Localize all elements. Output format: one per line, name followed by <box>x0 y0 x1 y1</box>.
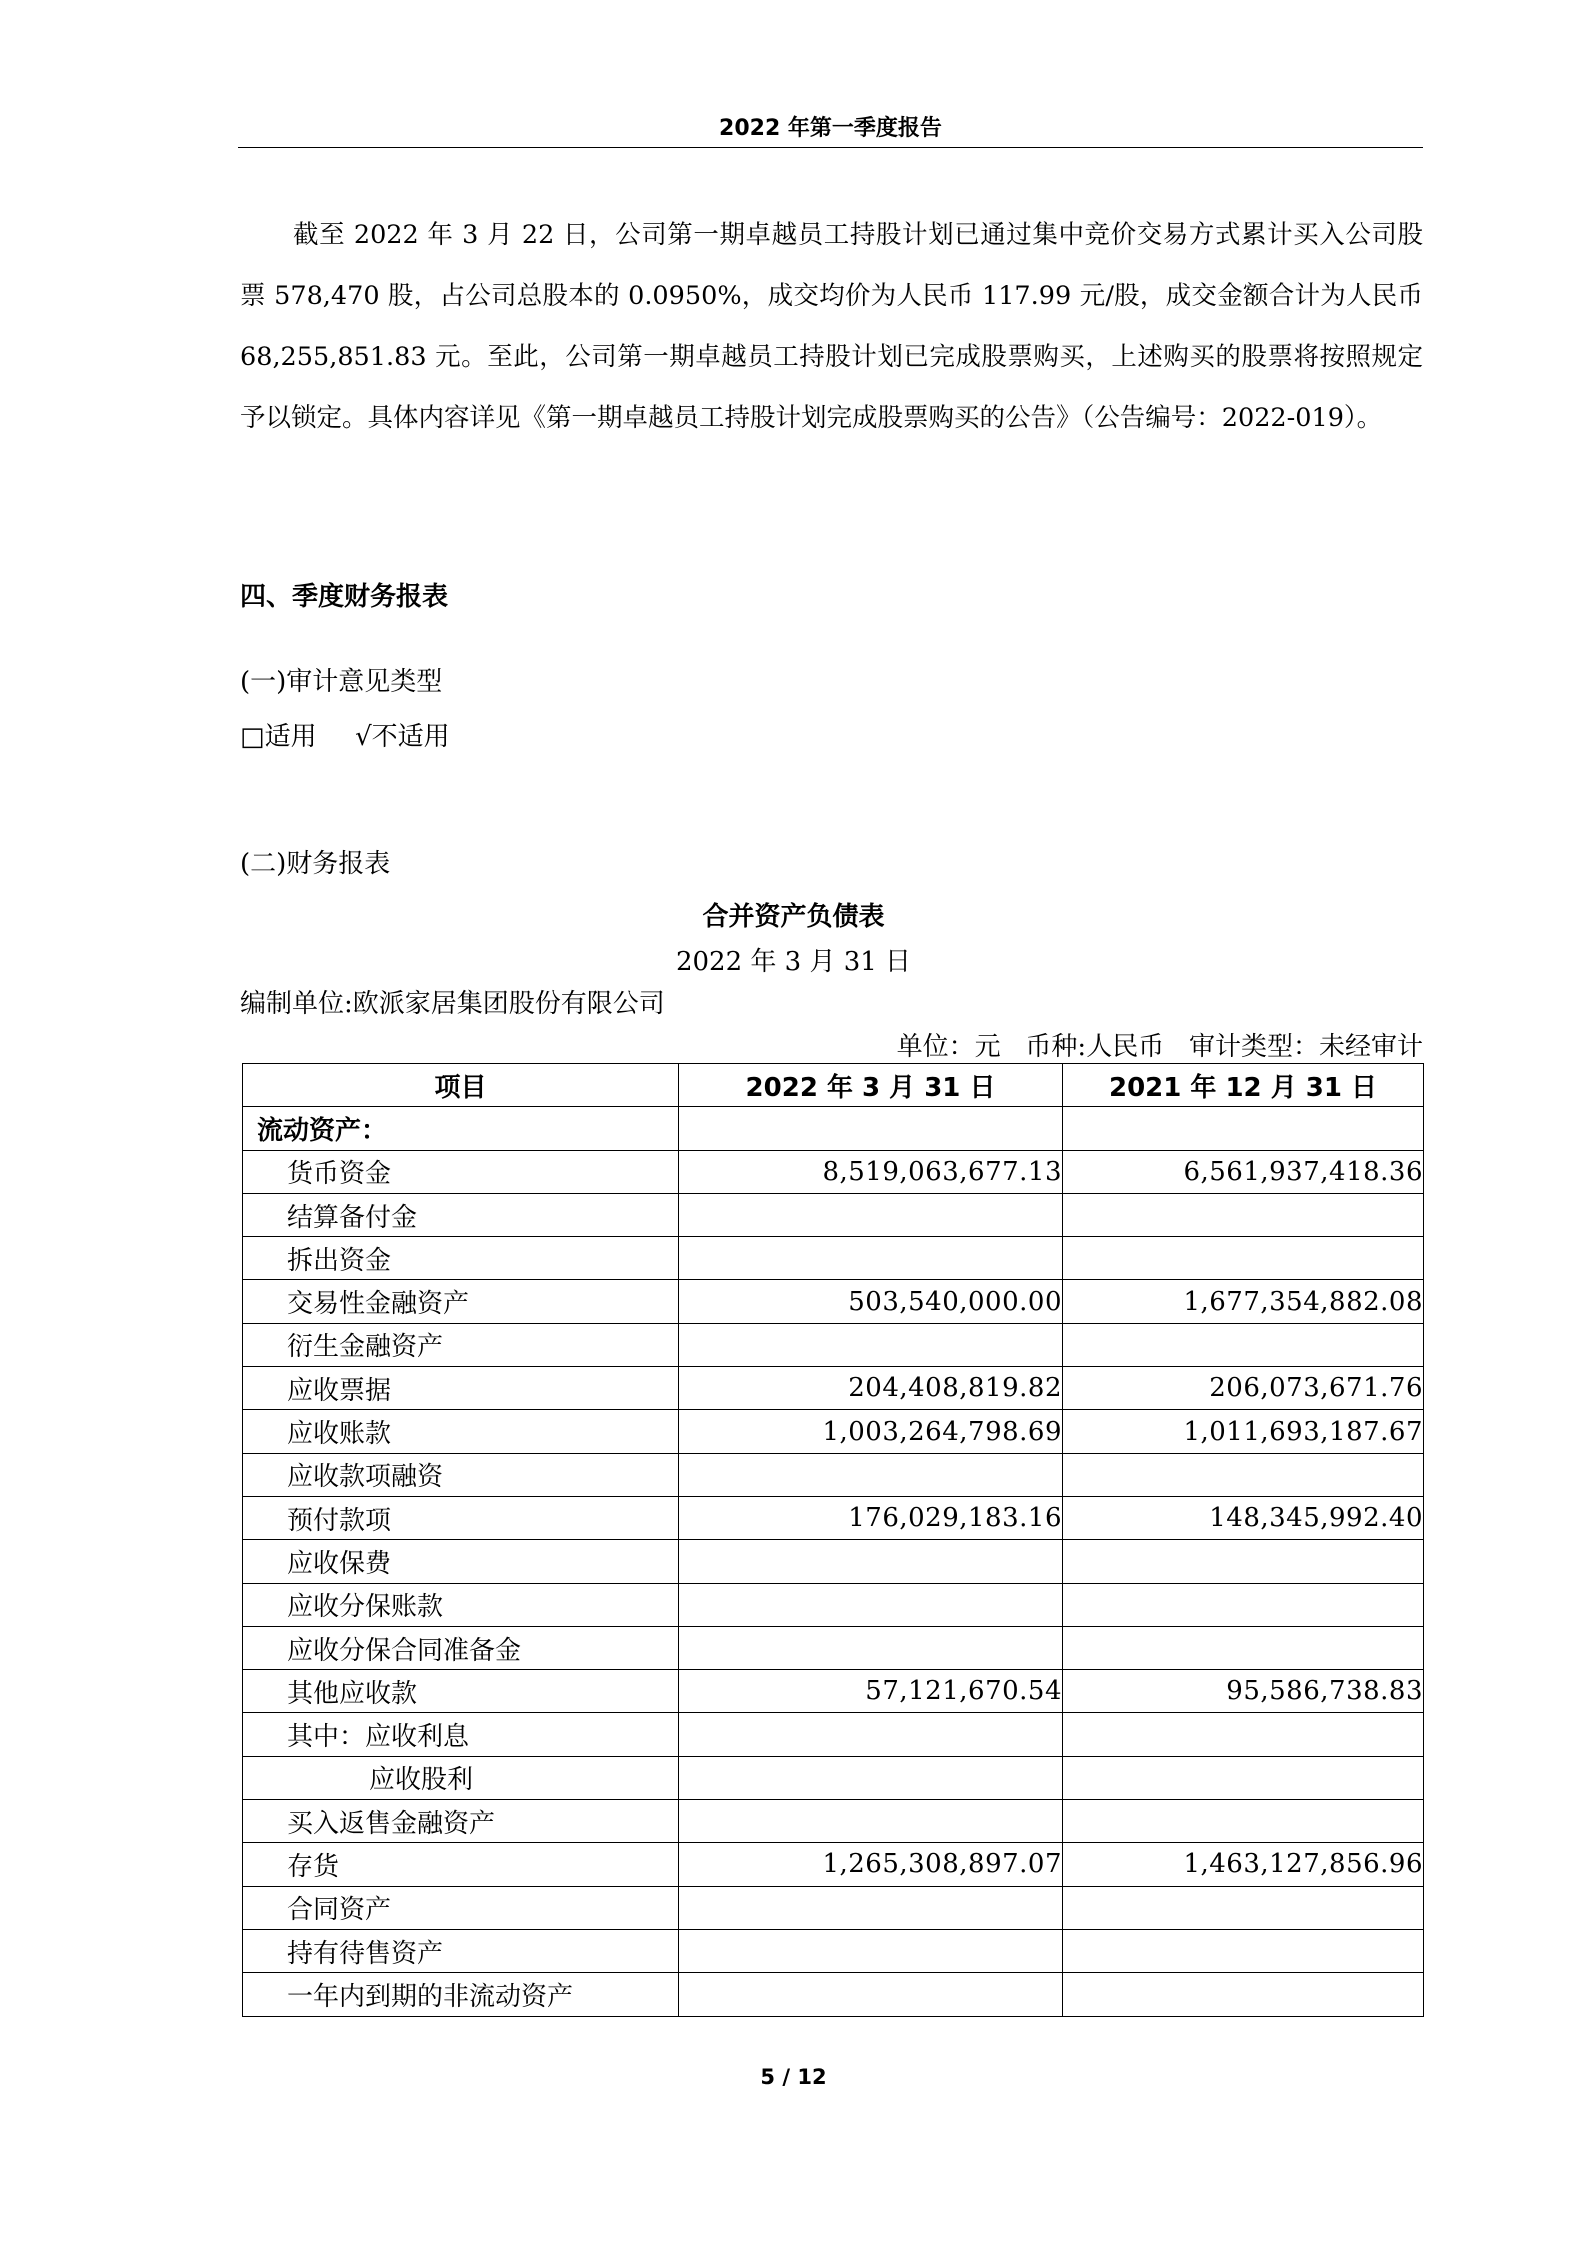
row-value-previous <box>1063 1453 1424 1496</box>
column-header-previous: 2021 年 12 月 31 日 <box>1063 1064 1424 1107</box>
table-row <box>243 1929 1424 1972</box>
row-value-previous <box>1063 1800 1424 1843</box>
preparing-company: 编制单位:欧派家居集团股份有限公司 <box>240 989 665 1019</box>
row-value-previous: 1,011,693,187.67 <box>1063 1410 1424 1453</box>
balance-sheet-title: 合并资产负债表 <box>702 902 885 932</box>
row-value-previous: 6,561,937,418.36 <box>1063 1150 1424 1193</box>
share-purchase-paragraph: 截至 2022 年 3 月 22 日，公司第一期卓越员工持股计划已通过集中竞价交易方式累计买入公司股票 578,470 股，占公司总股本的 0.0950%，成交均价为人民币 117.99 元/股，成交金额合计为人民币 68,255,851.83 元。至此，公司第一期卓越员工持股计划已完成股票购买，上述购买的股票将按照规定予以锁定。具体内容详见《第一期卓越员工持股计划完成股票购买的公告》（公告编号：2022-019）。 <box>240 220 1423 433</box>
row-value-current: 1,003,264,798.69 <box>679 1410 1063 1453</box>
table-row <box>243 1800 1424 1843</box>
row-label: 交易性金融资产 <box>243 1280 679 1323</box>
table-row <box>243 1626 1424 1669</box>
row-label: 流动资产： <box>243 1107 679 1150</box>
table-row <box>243 1496 1424 1539</box>
row-label: 存货 <box>243 1843 679 1886</box>
row-value-previous: 1,677,354,882.08 <box>1063 1280 1424 1323</box>
table-row <box>243 1670 1424 1713</box>
row-value-previous: 148,345,992.40 <box>1063 1496 1424 1539</box>
row-value-current: 204,408,819.82 <box>679 1367 1063 1410</box>
row-value-previous <box>1063 1713 1424 1756</box>
row-value-current <box>679 1756 1063 1799</box>
row-label: 买入返售金融资产 <box>243 1800 679 1843</box>
row-label: 应收账款 <box>243 1410 679 1453</box>
column-header-current: 2022 年 3 月 31 日 <box>679 1064 1063 1107</box>
page-number: 5 / 12 <box>760 2065 827 2089</box>
row-value-current <box>679 1237 1063 1280</box>
balance-sheet-date: 2022 年 3 月 31 日 <box>675 947 912 977</box>
table-row <box>243 1280 1424 1323</box>
applicable-option: □适用 <box>240 722 317 752</box>
row-value-current <box>679 1929 1063 1972</box>
row-label: 应收分保合同准备金 <box>243 1626 679 1669</box>
table-row <box>243 1323 1424 1366</box>
row-label: 其他应收款 <box>243 1670 679 1713</box>
audit-applicability-options <box>240 716 450 753</box>
table-row <box>243 1453 1424 1496</box>
table-row <box>243 1193 1424 1236</box>
row-label: 应收股利 <box>243 1756 679 1799</box>
row-value-current <box>679 1323 1063 1366</box>
balance-sheet-body <box>243 1107 1424 2016</box>
table-row <box>243 1756 1424 1799</box>
row-value-previous <box>1063 1107 1424 1150</box>
row-value-current <box>679 1107 1063 1150</box>
row-value-current <box>679 1626 1063 1669</box>
table-row <box>243 1843 1424 1886</box>
row-value-previous <box>1063 1323 1424 1366</box>
row-value-current: 8,519,063,677.13 <box>679 1150 1063 1193</box>
row-value-previous: 206,073,671.76 <box>1063 1367 1424 1410</box>
row-value-current <box>679 1886 1063 1929</box>
row-value-current <box>679 1453 1063 1496</box>
financial-statements-heading: (二)财务报表 <box>240 849 391 879</box>
table-header-row <box>243 1064 1424 1107</box>
row-value-previous <box>1063 1973 1424 2016</box>
row-value-current: 176,029,183.16 <box>679 1496 1063 1539</box>
row-value-current <box>679 1540 1063 1583</box>
row-value-current: 503,540,000.00 <box>679 1280 1063 1323</box>
row-label: 应收款项融资 <box>243 1453 679 1496</box>
row-label: 持有待售资产 <box>243 1929 679 1972</box>
row-value-previous <box>1063 1756 1424 1799</box>
row-value-current <box>679 1713 1063 1756</box>
header-divider <box>238 147 1423 148</box>
row-value-previous <box>1063 1929 1424 1972</box>
row-value-current <box>679 1583 1063 1626</box>
column-header-item: 项目 <box>243 1064 679 1107</box>
row-value-previous: 95,586,738.83 <box>1063 1670 1424 1713</box>
row-value-previous <box>1063 1583 1424 1626</box>
row-label: 应收分保账款 <box>243 1583 679 1626</box>
row-value-previous <box>1063 1626 1424 1669</box>
row-label: 拆出资金 <box>243 1237 679 1280</box>
row-value-current: 57,121,670.54 <box>679 1670 1063 1713</box>
section-title: 四、季度财务报表 <box>240 582 449 612</box>
balance-sheet-table <box>242 1063 1424 2017</box>
unit-currency-audit-line: 单位：元 币种:人民币 审计类型：未经审计 <box>896 1032 1423 1062</box>
row-value-previous <box>1063 1193 1424 1236</box>
row-label: 应收保费 <box>243 1540 679 1583</box>
row-value-previous <box>1063 1886 1424 1929</box>
row-label: 衍生金融资产 <box>243 1323 679 1366</box>
row-value-current <box>679 1973 1063 2016</box>
table-row <box>243 1540 1424 1583</box>
row-label: 一年内到期的非流动资产 <box>243 1973 679 2016</box>
row-value-previous <box>1063 1237 1424 1280</box>
table-row <box>243 1237 1424 1280</box>
row-value-current <box>679 1193 1063 1236</box>
row-label: 货币资金 <box>243 1150 679 1193</box>
table-row <box>243 1150 1424 1193</box>
row-value-current: 1,265,308,897.07 <box>679 1843 1063 1886</box>
row-value-current <box>679 1800 1063 1843</box>
row-label: 其中：应收利息 <box>243 1713 679 1756</box>
table-row <box>243 1583 1424 1626</box>
row-label: 应收票据 <box>243 1367 679 1410</box>
audit-opinion-heading: (一)审计意见类型 <box>240 667 443 697</box>
table-row <box>243 1367 1424 1410</box>
row-label: 预付款项 <box>243 1496 679 1539</box>
report-header-title: 2022 年第一季度报告 <box>719 116 942 141</box>
table-row <box>243 1973 1424 2016</box>
row-label: 结算备付金 <box>243 1193 679 1236</box>
row-label: 合同资产 <box>243 1886 679 1929</box>
not-applicable-option: √不适用 <box>355 722 450 752</box>
table-row <box>243 1410 1424 1453</box>
row-value-previous: 1,463,127,856.96 <box>1063 1843 1424 1886</box>
table-row <box>243 1713 1424 1756</box>
row-value-previous <box>1063 1540 1424 1583</box>
table-row <box>243 1107 1424 1150</box>
table-row <box>243 1886 1424 1929</box>
